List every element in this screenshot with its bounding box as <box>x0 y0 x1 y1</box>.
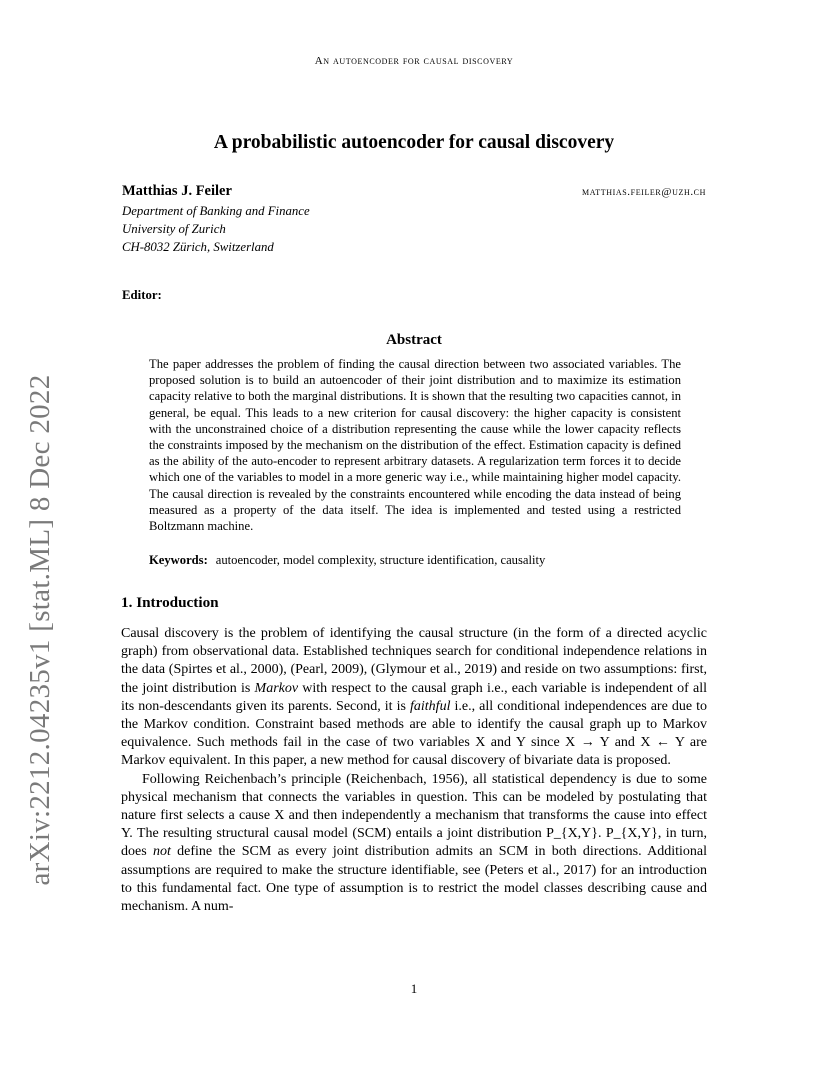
intro-paragraph-2 <box>121 771 707 917</box>
keywords-label: Keywords: <box>149 553 208 567</box>
intro-paragraph-1 <box>121 625 707 771</box>
page-number: 1 <box>410 981 418 996</box>
section-heading-introduction: 1. Introduction <box>121 594 219 611</box>
keywords-list: autoencoder, model complexity, structure identification, causality <box>215 553 546 567</box>
intro-p2-part-a: Following Reichenbach’s principle (Reichenbach, 1956), all statistical dependency is due to some physical mechanism that connects the variables in question. This can be modeled by postulating that nature first selects a cause X and then independently a mechanism that transforms the cause into effect Y. The resulting structural causal model (SCM) entails a joint distribution P_{X,Y}. P_{X,Y}, in turn, does <box>121 771 707 860</box>
abstract-text: The paper addresses the problem of finding the causal direction between two associated variables. The proposed solution is to build an autoencoder of their joint distribution and to maximize its estimation capacity relative to both the marginal distributions. It is shown that the resulting two capacities cannot, in general, be equal. This leads to a new criterion for causal discovery: the higher capacity is consistent with the unconstrained choice of a distribution representing the cause while the lower capacity reflects the constraints imposed by the mechanism on the distribution of the effect. Estimation capacity is defined as the ability of the auto-encoder to represent arbitrary datasets. A regularization term forces it to decide which one of the variables to model in a more generic way i.e., while maintaining higher model capacity. The causal direction is revealed by the constraints encountered while encoding the data instead of being measured as a property of the data itself. The idea is implemented and tested using a restricted Boltzmann machine. <box>149 357 681 534</box>
intro-p2-not: not <box>152 844 171 860</box>
editor-label: Editor: <box>122 288 162 302</box>
intro-p2-part-b: define the SCM as every joint distribution admits an SCM in both directions. Additional assumptions are required to make the structure identifiable, see (Peters et al., 2017) for an introduction to this fundamental fact. One type of assumption is to restrict the model classes describing cause and mechanism. A num- <box>121 844 707 915</box>
arxiv-identifier-stamp: arXiv:2212.04235v1 [stat.ML] 8 Dec 2022 <box>24 374 56 886</box>
intro-p1-faithful: faithful <box>410 698 451 714</box>
intro-p1-part-c: i.e., all conditional independences are due to the Markov condition. Constraint based methods are able to identify the causal graph up to Markov equivalence. Such methods fail in the case of two variables X and Y since X → Y and X ← Y are Markov equivalent. In this paper, a new method for causal discovery of bivariate data is proposed. <box>121 698 707 769</box>
intro-p1-part-a: Causal discovery is the problem of identifying the causal structure (in the form of a directed acyclic graph) from observational data. Established techniques search for conditional independence relations in the data (Spirtes et al., 2000), (Pearl, 2009), (Glymour et al., 2019) and reside on two assumptions: first, the joint distribution is <box>121 626 707 696</box>
abstract-heading: Abstract <box>386 332 442 348</box>
author-email: matthias.feiler@uzh.ch <box>582 186 706 198</box>
author-affiliation-department: Department of Banking and Finance <box>122 204 310 218</box>
intro-p1-markov: Markov <box>254 680 299 696</box>
keywords-line <box>149 553 681 568</box>
introduction-body <box>121 625 707 916</box>
intro-p1-part-b: with respect to the causal graph i.e., each variable is independent of all its non-descendants given its parents. Second, it is <box>121 680 707 714</box>
paper-title: A probabilistic autoencoder for causal discovery <box>213 132 615 153</box>
author-name: Matthias J. Feiler <box>122 183 232 199</box>
author-affiliation-address: CH-8032 Zürich, Switzerland <box>122 240 274 254</box>
author-affiliation-university: University of Zurich <box>122 222 226 236</box>
running-head: An autoencoder for causal discovery <box>314 55 514 67</box>
